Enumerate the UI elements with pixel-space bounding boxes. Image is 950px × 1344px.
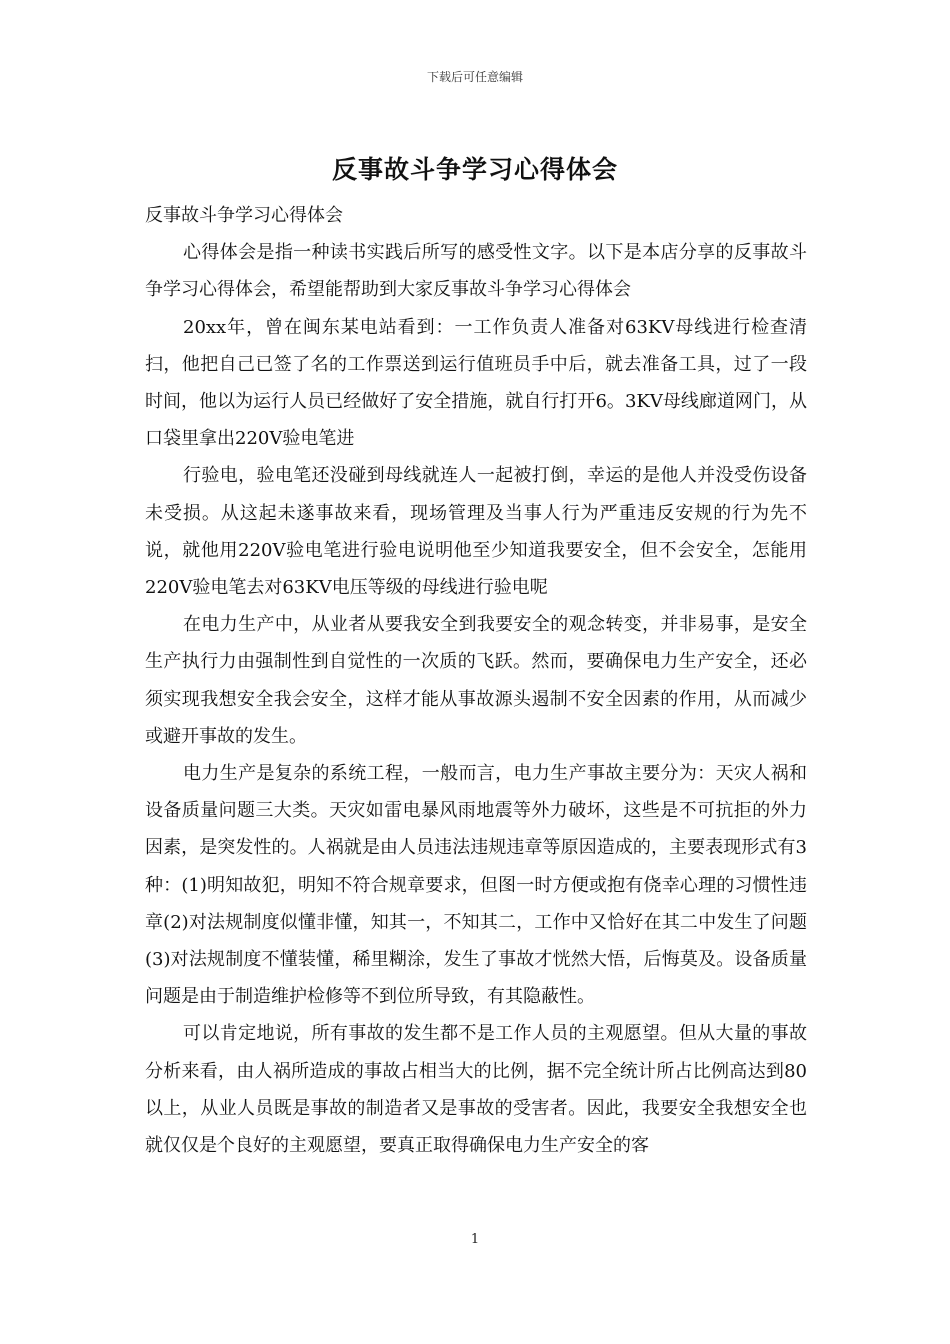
page-header-note: 下载后可任意编辑 <box>426 70 523 84</box>
page-number: 1 <box>470 1232 480 1247</box>
paragraph: 心得体会是指一种读书实践后所写的感受性文字。以下是本店分享的反事故斗争学习心得体会，希望能帮助到大家反事故斗争学习心得体会 <box>145 242 807 301</box>
paragraph: 在电力生产中，从业者从要我安全到我要安全的观念转变，并非易事，是安全生产执行力由强制性到自觉性的一次质的飞跃。然而，要确保电力生产安全，还必须实现我想安全我会安全，这样才能从事故源头遏制不安全因素的作用，从而减少或避开事故的发生。 <box>145 614 807 747</box>
paragraph: 可以肯定地说，所有事故的发生都不是工作人员的主观愿望。但从大量的事故分析来看，由人祸所造成的事故占相当大的比例，据不完全统计所占比例高达到80以上，从业人员既是事故的制造者又是事故的受害者。因此，我要安全我想安全也就仅仅是个良好的主观愿望，要真正取得确保电力生产安全的客 <box>145 1023 807 1157</box>
paragraph-subtitle: 反事故斗争学习心得体会 <box>145 205 343 226</box>
paragraph: 行验电，验电笔还没碰到母线就连人一起被打倒，幸运的是他人并没受伤设备未受损。从这起未遂事故来看，现场管理及当事人行为严重违反安规的行为先不说，就他用220V验电笔进行验电说明他至少知道我要安全，但不会安全，怎能用220V验电笔去对63KV电压等级的母线进行验电呢 <box>145 465 807 599</box>
document-body <box>145 197 807 1164</box>
document-title: 反事故斗争学习心得体会 <box>331 155 618 184</box>
paragraph: 电力生产是复杂的系统工程，一般而言，电力生产事故主要分为：天灾人祸和设备质量问题三大类。天灾如雷电暴风雨地震等外力破坏，这些是不可抗拒的外力因素，是突发性的。人祸就是由人员违法违规违章等原因造成的，主要表现形式有3种：(1)明知故犯，明知不符合规章要求，但图一时方便或抱有侥幸心理的习惯性违章(2)对法规制度似懂非懂，知其一，不知其二，工作中又恰好在其二中发生了问题(3)对法规制度不懂装懂，稀里糊涂，发生了事故才恍然大悟，后悔莫及。设备质量问题是由于制造维护检修等不到位所导致，有其隐蔽性。 <box>145 763 807 1008</box>
paragraph: 20xx年，曾在闽东某电站看到：一工作负责人准备对63KV母线进行检查清扫，他把自己已签了名的工作票送到运行值班员手中后，就去准备工具，过了一段时间，他以为运行人员已经做好了安全措施，就自行打开6。3KV母线廊道网门，从口袋里拿出220V验电笔进 <box>145 316 807 450</box>
